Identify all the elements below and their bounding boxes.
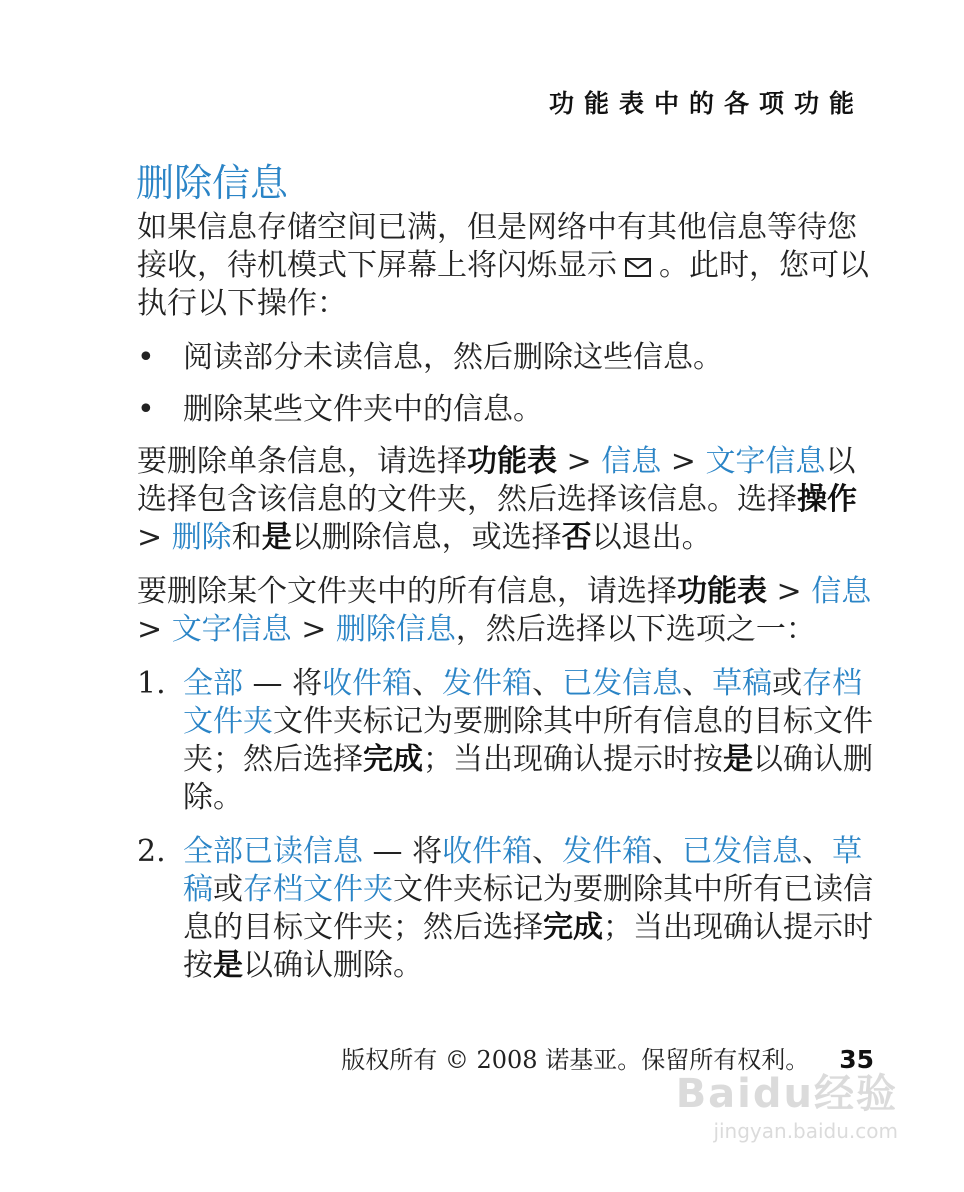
options-label: 操作 [797, 482, 857, 517]
content [137, 209, 877, 1001]
messages-label: 信息 [811, 574, 872, 609]
text: ；当出现确认提示时按 [423, 742, 723, 777]
item-number: 1. [137, 666, 166, 701]
sent-label: 已发信息 [562, 666, 683, 701]
text: 要删除单条信息，请选择 [137, 444, 467, 479]
text: 以确认删除。 [243, 948, 423, 983]
archive-label: 存档文件夹 [183, 666, 863, 739]
text-messages-label: 文字信息 [705, 444, 826, 479]
text: 、 [532, 666, 563, 701]
text: 或 [213, 872, 243, 907]
drafts-label: 草稿 [712, 666, 773, 701]
outbox-label: 发件箱 [562, 834, 653, 869]
drafts-label: 草稿 [183, 834, 863, 907]
text: ；当出现确认提示时按 [183, 910, 873, 983]
delete-folder-paragraph [137, 573, 877, 649]
no-label: 否 [561, 520, 592, 555]
text: 、 [412, 666, 443, 701]
text: 、 [532, 834, 563, 869]
section-title: 删除信息 [136, 161, 289, 205]
separator: > [767, 574, 812, 609]
inbox-label: 收件箱 [322, 666, 413, 701]
copyright-text: 版权所有 © 2008 诺基亚。保留所有权利。 [341, 1046, 810, 1074]
separator: > [137, 612, 172, 647]
text: 以退出。 [591, 520, 712, 555]
text-messages-label: 文字信息 [171, 612, 292, 647]
text: 文件夹标记为要删除其中所有已读信息的目标文件夹；然后选择 [183, 872, 873, 945]
messages-label: 信息 [601, 444, 662, 479]
delete-label: 删除 [171, 520, 232, 555]
text: 以删除信息，或选择 [291, 520, 562, 555]
archive-label: 存档文件夹 [243, 872, 393, 907]
separator: > [557, 444, 602, 479]
done-label: 完成 [363, 742, 423, 777]
text: 、 [802, 834, 833, 869]
text: 以确认删除。 [183, 742, 873, 815]
separator: > [661, 444, 706, 479]
page-number: 35 [839, 1045, 874, 1074]
intro-text-1: 如果信息存储空间已满，但是网络中有其他信息等待您接收，待机模式下屏幕上将闪烁显示 [137, 210, 857, 283]
item-number: 2. [137, 834, 166, 869]
yes-label: 是 [261, 520, 292, 555]
bullet-icon: • [137, 392, 155, 427]
watermark-logo: Baidu经验 [675, 1071, 898, 1117]
running-header: 功能表中的各项功能 [548, 89, 864, 118]
text: 、 [682, 666, 713, 701]
yes-label: 是 [213, 948, 243, 983]
text: 和 [231, 520, 262, 555]
delete-messages-label: 删除信息 [335, 612, 456, 647]
list-item [137, 391, 877, 429]
watermark-url: jingyan.baidu.com [713, 1119, 898, 1143]
text: 或 [772, 666, 803, 701]
text: ，然后选择以下选项之一： [455, 612, 816, 647]
text: 、 [652, 834, 683, 869]
text: 文件夹标记为要删除其中所有信息的目标文件夹；然后选择 [183, 704, 873, 777]
envelope-icon [625, 258, 651, 277]
options-list [137, 665, 877, 985]
text: 以选择包含该信息的文件夹，然后选择该信息。选择 [137, 444, 856, 517]
done-label: 完成 [543, 910, 603, 945]
list-item [137, 833, 877, 985]
sent-label: 已发信息 [682, 834, 803, 869]
intro-text-2: 。此时，您可以执行以下操作： [137, 248, 869, 321]
separator: > [137, 520, 172, 555]
option-all-label: 全部 [183, 666, 243, 701]
intro-paragraph [137, 209, 877, 323]
text: — 将 [363, 834, 443, 869]
list-item [137, 339, 877, 377]
outbox-label: 发件箱 [442, 666, 533, 701]
bullet-text: 删除某些文件夹中的信息。 [183, 392, 543, 427]
inbox-label: 收件箱 [442, 834, 533, 869]
bullet-list [137, 339, 877, 429]
text: 要删除某个文件夹中的所有信息，请选择 [137, 574, 677, 609]
bullet-text: 阅读部分未读信息，然后删除这些信息。 [183, 340, 723, 375]
separator: > [291, 612, 336, 647]
delete-single-paragraph [137, 443, 877, 557]
menu-label: 功能表 [677, 574, 767, 609]
bullet-icon: • [137, 340, 155, 375]
option-all-read-label: 全部已读信息 [183, 834, 363, 869]
menu-label: 功能表 [467, 444, 557, 479]
watermark [676, 1062, 898, 1143]
yes-label: 是 [723, 742, 753, 777]
list-item [137, 665, 877, 817]
text: — 将 [243, 666, 323, 701]
